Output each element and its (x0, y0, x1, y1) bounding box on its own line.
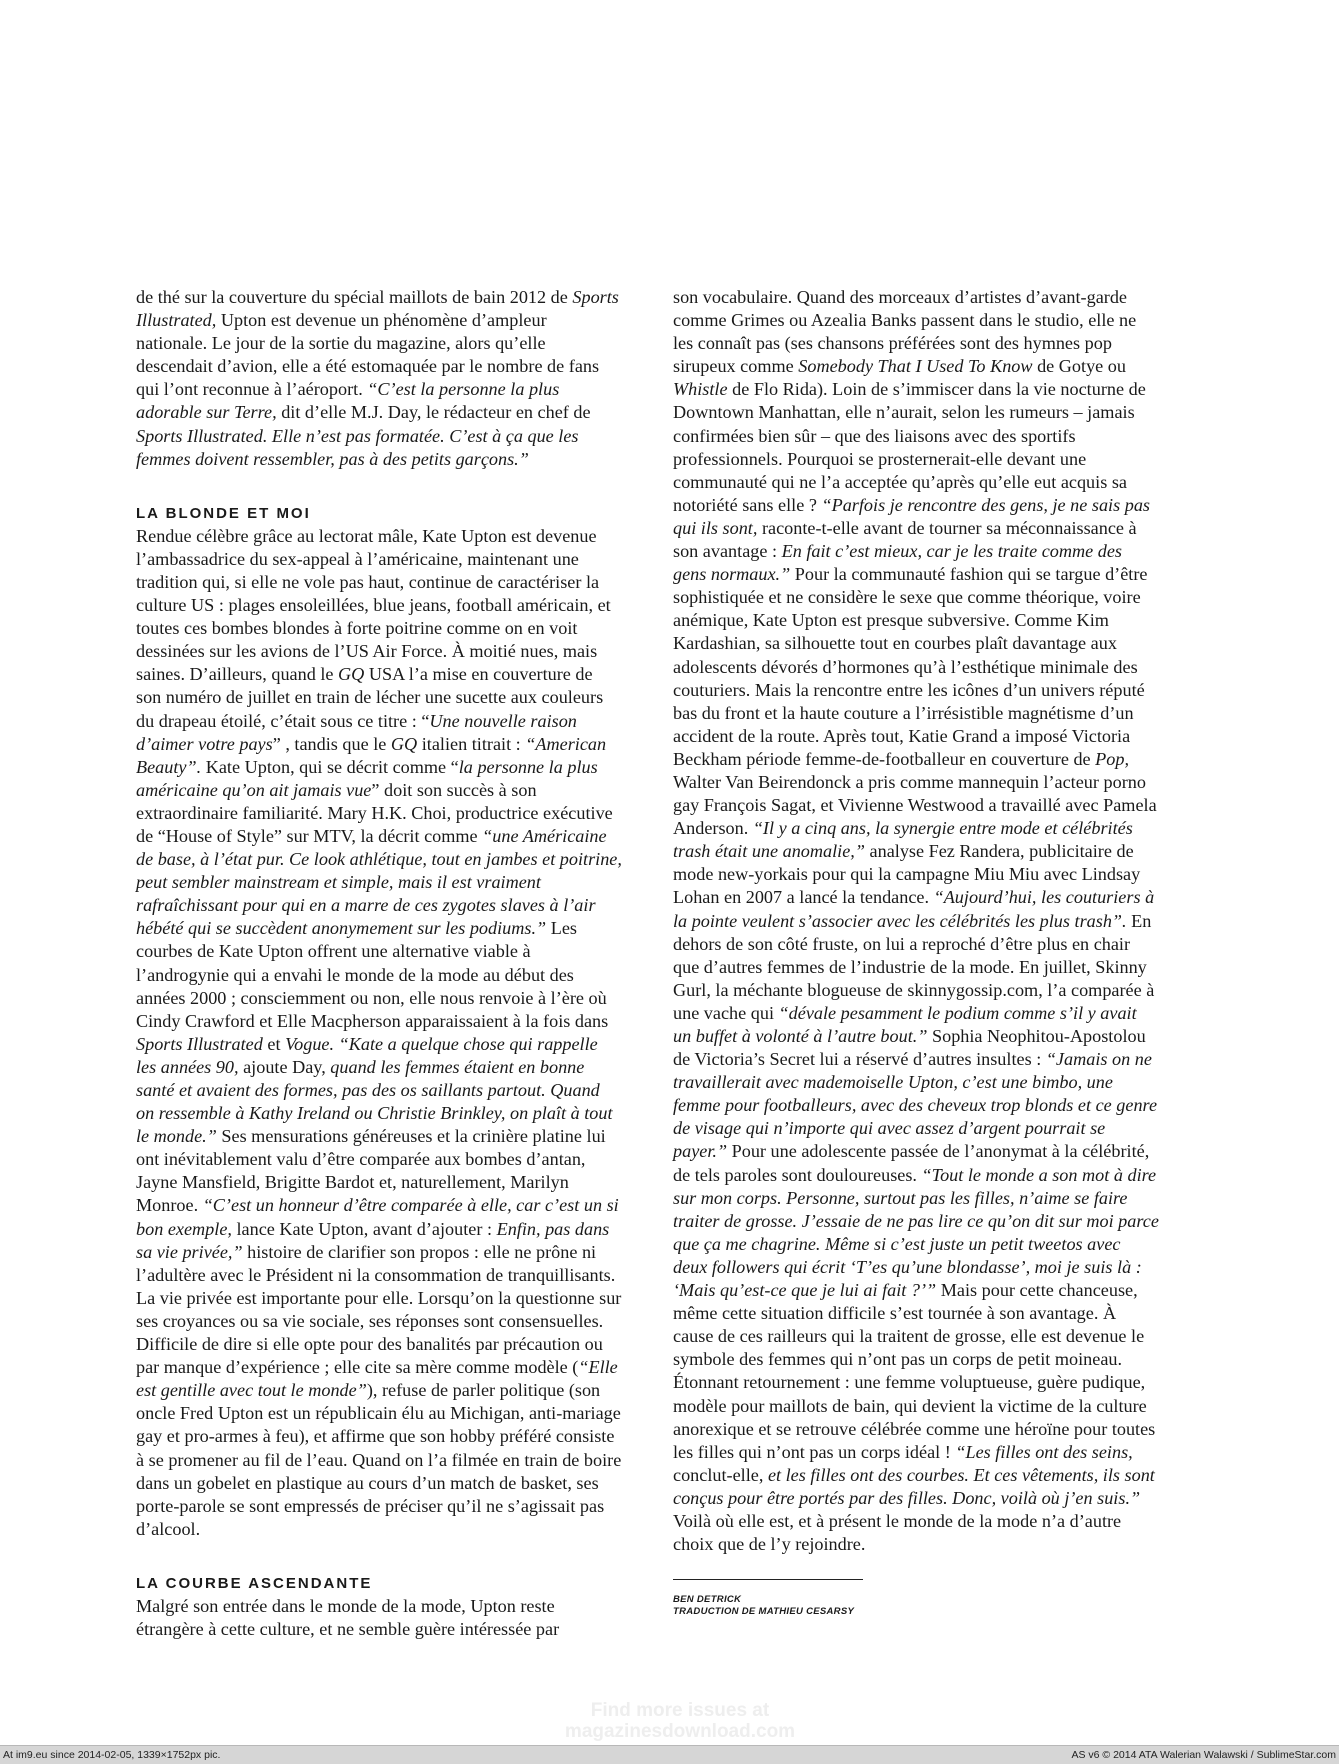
footer-bar (0, 1745, 1339, 1764)
italic-run: “Parfois je rencontre des gens, je ne sais pas qui ils sont, (673, 494, 1151, 538)
text-run: Les courbes de Kate Upton offrent une alternative viable à l’androgynie qui a envahi le monde de la mode au début des années 2000 ; consciemment ou non, elle nous renvoie à l’ère où Cindy Crawford et Elle Macpherson apparaissaient à la fois dans (136, 918, 609, 1031)
text-run: Sophia Neophitou-Apostolou de Victoria’s Secret lui a réservé d’autres insultes : (673, 1026, 1146, 1070)
italic-run: Sports Illustrated (136, 1033, 263, 1054)
section-heading: LA BLONDE ET MOI (136, 504, 311, 522)
italic-run: Sports Illustrated. Elle n’est pas formatée. C’est à ça que les femmes doivent ressembler, pas à des petits garçons.” (136, 425, 579, 469)
text-run: Kate Upton, qui se décrit comme “ (201, 756, 459, 777)
italic-run: “Jamais on ne travaillerait avec mademoiselle Upton, c’est une bimbo, une femme pour footballeurs, avec des cheveux trop blonds et ce genre de visage qui n’importe qui avec assez d’argent pourrait se payer.” (673, 1049, 1158, 1162)
italic-run: “American Beauty”. (136, 733, 607, 777)
text-run: de thé sur la couverture du spécial maillots de bain 2012 de (136, 287, 573, 307)
text-run: Voilà où elle est, et à présent le monde de la mode n’a d’autre choix que de l’y rejoindre. (673, 1510, 1122, 1555)
left-column (136, 286, 622, 1641)
italic-run: Vogue. (285, 1033, 335, 1054)
text-run: ), refuse de parler politique (son oncle Fred Upton est un républicain élu au Michigan, anti-mariage gay et pro-armes à feu), et affirme que son hobby préféré consiste à se promener au fil de l’eau. Quand on l’a filmée en train de boire dans un gobelet en plastique au cours d’un match de basket, ses porte-parole se sont empressés de préciser qu’il ne s’agissait pas d’alcool. (136, 1380, 622, 1539)
text-run: Upton est devenue un phénomène d’ampleur nationale. Le jour de la sortie du magazine, alors qu’elle descendait d’avion, elle a été estomaquée par le nombre de fans qui l’ont reconnue à l’aéroport. (136, 310, 600, 400)
italic-run: et les filles ont des courbes. Et ces vêtements, ils sont conçus pour être portés par des filles. Donc, voilà où j’en suis.” (673, 1464, 1155, 1508)
text-run: Rendue célèbre grâce au lectorat mâle, Kate Upton est devenue l’ambassadrice du sex-appeal à l’américaine, maintenant une tradition qui, si elle ne vole pas haut, continue de caractériser la culture US : plages ensoleillées, blue jeans, football américain, et toutes ces bombes blondes à forte poitrine comme on en voit dessinées sur les avions de l’US Air Force. À moitié nues, mais saines. D’ailleurs, quand le (136, 525, 611, 685)
text-run: Pour la communauté fashion qui se targue d’être sophistiquée et ne considère le sexe que comme théorique, voire anémique, Kate Upton est presque subversive. Comme Kim Kardashian, sa silhouette tout en courbes plaît davantage aux adolescents dévorés d’hormones qu’à l’esthétique minimale des couturiers. Mais la rencontre entre les icônes d’un univers réputé bas du front et la haute couture a l’irrésistible magnétisme d’un accident de la route. Après tout, Katie Grand a imposé Victoria Beckham période femme-de-footballeur en couverture de (673, 564, 1148, 769)
text-run: conclut-elle, (673, 1464, 768, 1485)
translator-credit: TRADUCTION DE MATHIEU CESARSY (673, 1606, 855, 1617)
italic-run: Somebody That I Used To Know (798, 356, 1033, 377)
text-run: lance Kate Upton, avant d’ajouter : (231, 1218, 497, 1239)
italic-run: “Aujourd’hui, les couturiers à la pointe veulent s’associer avec les célébrités les plus trash”. (673, 887, 1155, 931)
signature-block (673, 1594, 854, 1618)
text-run: Ses mensurations généreuses et la crinière platine lui ont inévitablement valu d’être comparée aux bombes d’antan, Jayne Mansfield, Brigitte Bardot et, naturellement, Marilyn Monroe. (136, 1126, 606, 1216)
italic-run: En fait c’est mieux, car je les traite comme des gens normaux.” (673, 541, 1123, 585)
italic-run: Whistle (673, 379, 728, 400)
watermark-line: magazinesdownload.com (564, 1721, 796, 1742)
italic-run: “Les filles ont des seins, (955, 1441, 1133, 1462)
signature-divider (673, 1579, 863, 1580)
italic-run: “C’est la personne la plus adorable sur Terre, (136, 379, 560, 423)
watermark-line: Find more issues at (590, 1700, 770, 1721)
text-run: de Flo Rida). Loin de s’immiscer dans la vie nocturne de Downtown Manhattan, elle n’aurait, selon les rumeurs – jamais confirmées bien sûr – que des liaisons avec des sportifs professionnels. Pourquoi se prosternerait-elle devant une communauté qui ne l’a acceptée qu’après qu’elle eut acquis sa notoriété sans elle ? (673, 379, 1146, 515)
italic-run: Une nouvelle raison d’aimer votre pays (136, 710, 577, 754)
text-run: et (262, 1033, 286, 1054)
italic-run: “une Américaine de base, à l’état pur. Ce look athlétique, tout en jambes et poitrine, peut sembler mainstream et simple, mais il est vraiment rafraîchissant pour qui en a marre de ces zygotes slaves à l’air hébété qui se succèdent anonymement sur les podiums.” (136, 825, 622, 939)
text-run: Walter Van Beirendonck a pris comme mannequin l’acteur porno gay François Sagat, et Vivienne Westwood a travaillé avec Pamela Anderson. (673, 771, 1157, 839)
text-run: raconte-t-elle avant de tourner sa méconnaissance à son avantage : (673, 517, 1137, 562)
text-run: ” , tandis que le (272, 733, 391, 754)
paragraph (136, 525, 622, 1287)
italic-run: “C’est un honneur d’être comparée à elle, car c’est un si bon exemple, (136, 1195, 619, 1239)
text-run: La vie privée est importante pour elle. Lorsqu’on la questionne sur ses croyances ou sa vie sociale, ses réponses sont consensuelles. Difficile de dire si elle opte pour des banalités par précaution ou par manque d’expérience ; elle cite sa mère comme modèle ( (136, 1287, 622, 1378)
text-run: Malgré son entrée dans le monde de la mode, Upton reste étrangère à cette culture, et ne semble guère intéressée par (136, 1595, 560, 1639)
text-run: USA l’a mise en couverture de son numéro de juillet en train de lécher une sucette aux couleurs du drapeau étoilé, c’était sous ce titre : “ (136, 664, 604, 731)
italic-run: GQ (390, 733, 418, 754)
italic-run: “Elle est gentille avec tout le monde” (136, 1357, 618, 1401)
text-run: histoire de clarifier son propos : elle ne prône ni l’adultère avec le Président ni la consommation de tranquillisants. (136, 1241, 616, 1285)
italic-run: “Tout le monde a son mot à dire sur mon corps. Personne, surtout pas les filles, n’aime se faire traiter de grosse. J’essaie de ne pas lire ce qu’on dit sur moi parce que ça me chagrine. Même si c’est juste un petit tweetos avec deux followers qui écrit ‘T’es qu’une blondasse’, moi je suis là : ‘Mais qu’est-ce que je lui ai fait ?’” (673, 1164, 1159, 1301)
paragraph (136, 286, 622, 471)
text-run: de Gotye ou (1032, 356, 1126, 377)
italic-run: “Il y a cinq ans, la synergie entre mode et célébrités trash était une anomalie,” (673, 818, 1133, 862)
footer-right-text: AS v6 © 2014 ATA Walerian Walawski / SublimeStar.com (1071, 1749, 1336, 1761)
italic-run: “dévale pesamment le podium comme s’il y avait un buffet à volonté à l’autre bout.” (673, 1002, 1137, 1046)
text-run: ajoute Day, (238, 1056, 331, 1077)
footer-left-text: At im9.eu since 2014-02-05, 1339×1752px pic. (3, 1749, 221, 1761)
italic-run: quand les femmes étaient en bonne santé et avaient des formes, pas des os saillants partout. Quand on ressemble à Kathy Ireland ou Christie Brinkley, on plaît à tout le monde.” (136, 1056, 613, 1147)
italic-run: Enfin, pas dans sa vie privée,” (136, 1218, 610, 1262)
watermark (470, 1700, 890, 1742)
right-column (673, 286, 1159, 1556)
text-run: dit d’elle M.J. Day, le rédacteur en chef de (276, 402, 591, 423)
section-heading: LA COURBE ASCENDANTE (136, 1574, 373, 1592)
italic-run: Sports Illustrated, (136, 287, 619, 331)
italic-run: Pop, (1095, 748, 1130, 769)
text-run: ” doit son succès à son extraordinaire familiarité. Mary H.K. Choi, productrice exécutive de “House of Style” sur MTV, la décrit comme (136, 779, 613, 846)
italic-run: la personne la plus américaine qu’on ait jamais vue (136, 756, 598, 800)
author-credit: BEN DETRICK (673, 1594, 742, 1605)
italic-run: “Kate a quelque chose qui rappelle les années 90, (136, 1033, 598, 1077)
paragraph (136, 1595, 622, 1641)
paragraph (673, 286, 1159, 1556)
text-run: Mais pour cette chanceuse, même cette situation difficile s’est tournée à son avantage. À cause de ces railleurs qui la traitent de grosse, elle est devenue le symbole des femmes qui n’ont pas un corps de petit moineau. Étonnant retournement : une femme voluptueuse, guère pudique, modèle pour maillots de bain, qui devient la victime de la culture anorexique et se retrouve célébrée comme une héroïne pour toutes les filles qui n’ont pas un corps idéal ! (673, 1280, 1156, 1462)
italic-run: GQ (338, 664, 365, 685)
text-run: Pour une adolescente passée de l’anonymat à la célébrité, de tels paroles sont douloureuses. (673, 1141, 1150, 1185)
text-run: italien titrait : (417, 733, 526, 754)
text-run: son vocabulaire. Quand des morceaux d’artistes d’avant-garde comme Grimes ou Azealia Banks passent dans le studio, elle ne les connaît pas (ses chansons préférées sont des hymnes pop sirupeux comme (673, 287, 1137, 377)
text-run: analyse Fez Randera, publicitaire de mode new-yorkais pour qui la campagne Miu Miu avec Lindsay Lohan en 2007 a lancé la tendance. (673, 841, 1141, 908)
paragraph (136, 1287, 622, 1541)
text-run: En dehors de son côté fruste, on lui a reproché d’être plus en chair que d’autres femmes de l’industrie de la mode. En juillet, Skinny Gurl, la méchante blogueuse de skinnygossip.com, l’a comparée à une vache qui (673, 910, 1155, 1023)
